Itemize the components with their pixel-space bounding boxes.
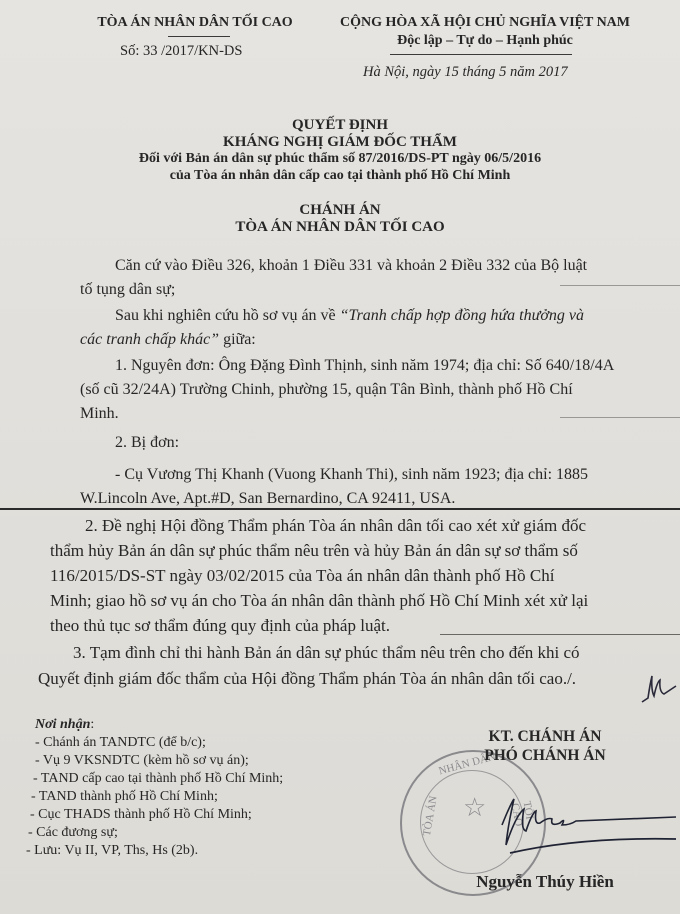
item-2-line: 116/2015/DS-ST ngày 03/02/2015 của Tòa án nhân dân thành phố Hồ Chí bbox=[50, 566, 555, 585]
issuer-court: TÒA ÁN NHÂN DÂN TỐI CAO bbox=[235, 219, 445, 235]
item-2-line: 2. Đề nghị Hội đồng Thẩm phán Tòa án nhân dân tối cao xét xử giám đốc bbox=[85, 516, 587, 535]
recipient-item: - TAND thành phố Hồ Chí Minh; bbox=[31, 789, 218, 804]
signature-position: PHÓ CHÁNH ÁN bbox=[484, 747, 606, 764]
recipient-item: - Vụ 9 VKSNDTC (kèm hồ sơ vụ án); bbox=[35, 753, 249, 768]
faint-line bbox=[560, 417, 680, 418]
item-3-line: Quyết định giám đốc thẩm của Hội đồng Thẩm phán Tòa án nhân dân tối cao./. bbox=[38, 669, 577, 688]
handwritten-signature-icon bbox=[490, 795, 680, 865]
page-seam bbox=[0, 508, 680, 510]
national-title: CỘNG HÒA XÃ HỘI CHỦ NGHĨA VIỆT NAM bbox=[339, 15, 630, 30]
plaintiff-line: 1. Nguyên đơn: Ông Đặng Đình Thịnh, sinh năm 1974; địa chỉ: Số 640/18/4A bbox=[115, 357, 615, 374]
item-2-line: thẩm hủy Bản án dân sự phúc thẩm nêu trên và hủy Bản án dân sự sơ thẩm số bbox=[50, 541, 578, 560]
recipients-heading-colon: : bbox=[90, 717, 95, 732]
decision-title: QUYẾT ĐỊNH bbox=[292, 117, 388, 133]
recipients-heading-text: Nơi nhận bbox=[35, 717, 91, 732]
faint-line bbox=[560, 285, 680, 286]
defendant-label bbox=[80, 431, 640, 455]
recipient-item: - Các đương sự; bbox=[28, 825, 118, 840]
recipient-item: - TAND cấp cao tại thành phố Hồ Chí Minh; bbox=[33, 771, 284, 786]
case-study bbox=[80, 304, 640, 352]
legal-basis bbox=[80, 254, 640, 302]
recipient-item: - Chánh án TANDTC (để b/c); bbox=[35, 735, 206, 750]
seal-text-left: TÒA ÁN bbox=[420, 794, 440, 838]
case-study-text: Sau khi nghiên cứu hồ sơ vụ án về bbox=[115, 307, 340, 324]
defendant bbox=[80, 463, 640, 511]
plaintiff bbox=[80, 354, 640, 426]
defendant-line: W.Lincoln Ave, Apt.#D, San Bernardino, CA 92411, USA. bbox=[80, 490, 456, 507]
legal-basis-line: tố tụng dân sự; bbox=[80, 281, 176, 298]
place-date: Hà Nội, ngày 15 tháng 5 năm 2017 bbox=[363, 64, 568, 80]
case-subject: các tranh chấp khác” bbox=[80, 331, 220, 348]
recipient-item: - Cục THADS thành phố Hồ Chí Minh; bbox=[30, 807, 252, 822]
issuer-title: CHÁNH ÁN bbox=[299, 202, 381, 218]
seal-text-top: NHÂN DÂN bbox=[437, 750, 497, 778]
decision-reference-court: của Tòa án nhân dân cấp cao tại thành phố Hồ Chí Minh bbox=[169, 168, 511, 183]
faint-line bbox=[440, 634, 680, 635]
decision-reference: Đối với Bản án dân sự phúc thẩm số 87/2016/DS-PT ngày 06/5/2016 bbox=[138, 151, 542, 166]
signer-name: Nguyễn Thúy Hiền bbox=[476, 872, 614, 891]
court-name-underline bbox=[168, 36, 230, 37]
national-motto: Độc lập – Tự do – Hạnh phúc bbox=[397, 33, 573, 48]
defendant-label-text: 2. Bị đơn: bbox=[115, 434, 180, 451]
case-study-text: giữa: bbox=[219, 331, 256, 348]
legal-basis-line: Căn cứ vào Điều 326, khoản 1 Điều 331 và khoản 2 Điều 332 của Bộ luật bbox=[115, 257, 588, 274]
motto-underline bbox=[390, 54, 572, 55]
case-subject: “Tranh chấp hợp đồng hứa thưởng và bbox=[339, 307, 584, 324]
document-number: Số: 33 /2017/KN-DS bbox=[120, 43, 243, 59]
star-icon: ☆ bbox=[463, 793, 487, 822]
item-2-line: theo thủ tục sơ thẩm đúng quy định của pháp luật. bbox=[50, 616, 390, 635]
initials-mark-icon bbox=[640, 670, 680, 706]
decision-subtitle: KHÁNG NGHỊ GIÁM ĐỐC THẨM bbox=[223, 134, 457, 150]
signature-on-behalf: KT. CHÁNH ÁN bbox=[488, 728, 602, 745]
court-name: TÒA ÁN NHÂN DÂN TỐI CAO bbox=[97, 15, 293, 30]
recipient-item: - Lưu: Vụ II, VP, Ths, Hs (2b). bbox=[26, 843, 199, 858]
seal-text-right: TỐI CAO bbox=[508, 800, 536, 828]
item-3 bbox=[38, 640, 638, 692]
plaintiff-line: Minh. bbox=[80, 405, 119, 422]
plaintiff-line: (số cũ 32/24A) Trường Chinh, phường 15, quận Tân Bình, thành phố Hồ Chí bbox=[80, 381, 573, 398]
item-3-line: 3. Tạm đình chỉ thi hành Bản án dân sự phúc thẩm nêu trên cho đến khi có bbox=[73, 643, 580, 662]
item-2 bbox=[50, 513, 640, 638]
item-2-line: Minh; giao hồ sơ vụ án cho Tòa án nhân dân thành phố Hồ Chí Minh xét xử lại bbox=[50, 591, 589, 610]
defendant-line: - Cụ Vương Thị Khanh (Vuong Khanh Thi), sinh năm 1923; địa chỉ: 1885 bbox=[115, 466, 589, 483]
recipients-heading bbox=[35, 716, 94, 734]
